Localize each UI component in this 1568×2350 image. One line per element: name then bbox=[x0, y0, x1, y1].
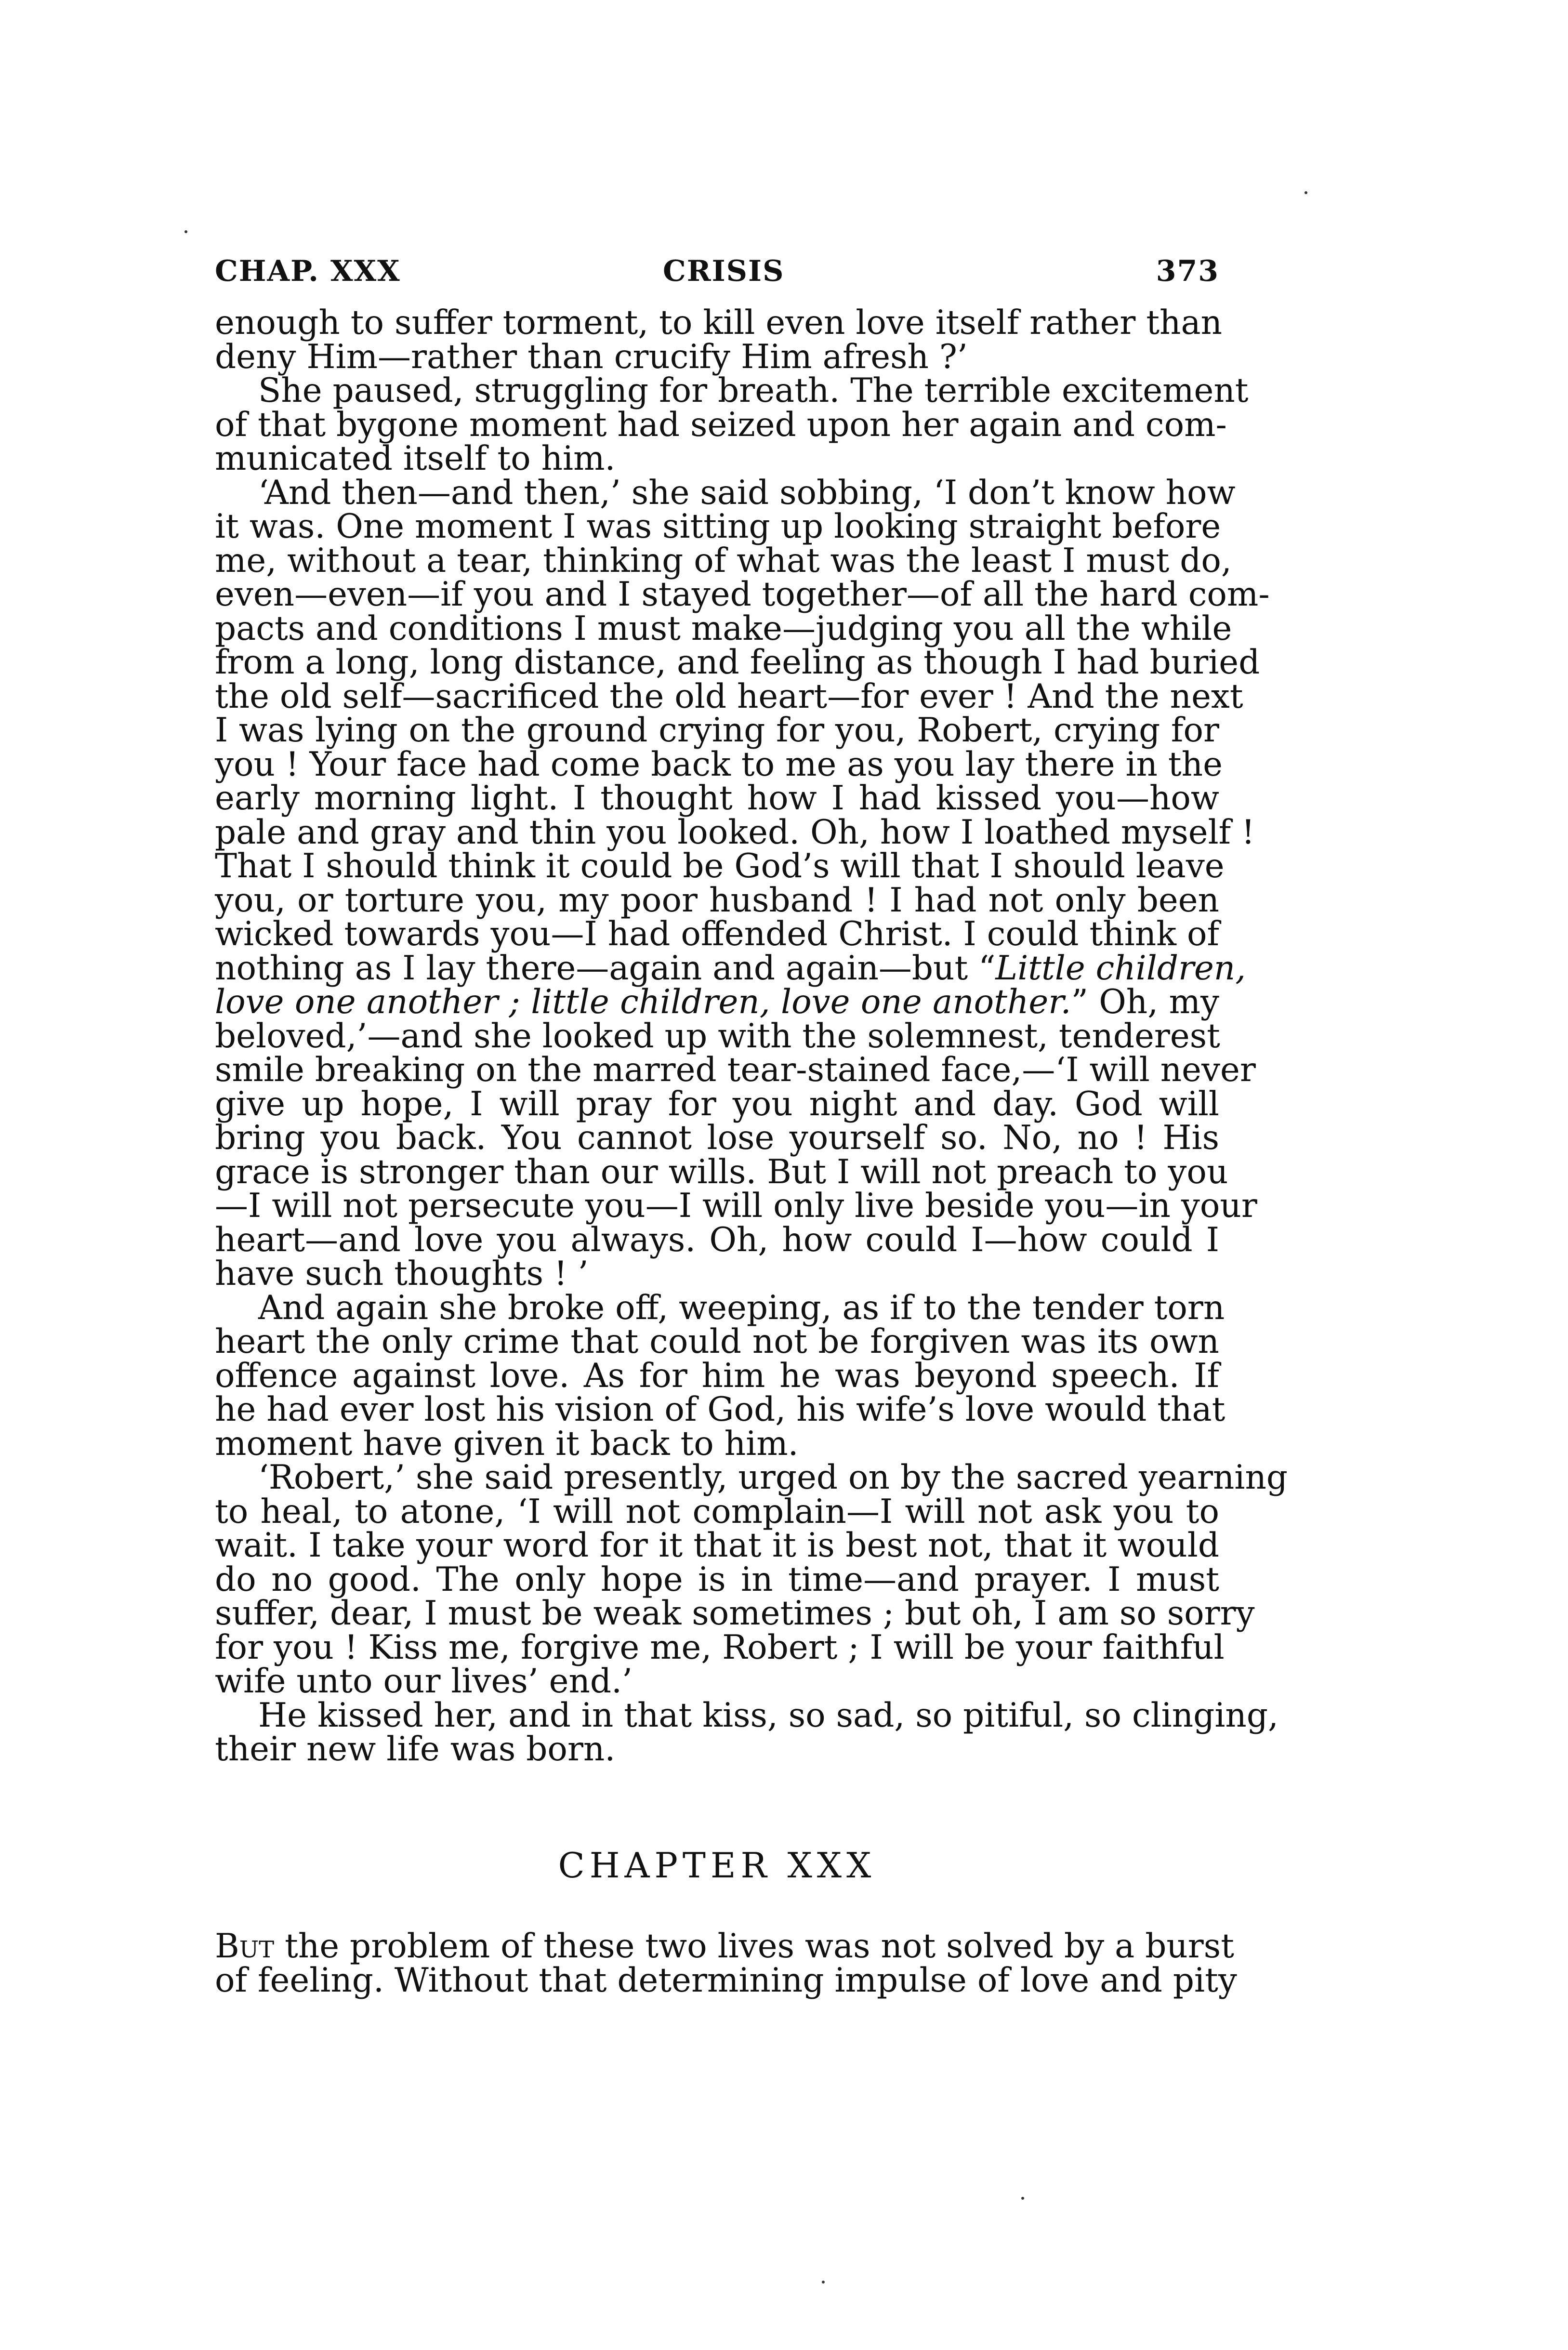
text-line: pale and gray and thin you looked. Oh, how I loathed myself ! bbox=[215, 813, 1255, 852]
text-line: he had ever lost his vision of God, his wife’s love would that bbox=[215, 1390, 1225, 1429]
text-line: pacts and conditions I must make—judging you all the while bbox=[215, 609, 1232, 648]
page-number: 373 bbox=[1156, 254, 1219, 288]
print-speck bbox=[184, 230, 187, 233]
running-title: CRISIS bbox=[663, 254, 785, 288]
text-line: love one another ; little children, love one another.” Oh, my bbox=[215, 983, 1219, 1021]
text-line: moment have given it back to him. bbox=[215, 1424, 799, 1463]
text-line: —I will not persecute you—I will only live beside you—in your bbox=[215, 1187, 1257, 1225]
text-line: deny Him—rather than crucify Him afresh ?’ bbox=[215, 337, 968, 376]
text-line: you ! Your face had come back to me as you lay there in the bbox=[215, 745, 1223, 784]
text-line: have such thoughts ! ’ bbox=[215, 1254, 589, 1293]
text-line: grace is stronger than our wills. But I will not preach to you bbox=[215, 1152, 1228, 1191]
text-line: even—even—if you and I stayed together—of all the hard com- bbox=[215, 575, 1270, 614]
text-line: smile breaking on the marred tear-stained face,—‘I will never bbox=[215, 1051, 1256, 1089]
print-speck bbox=[1021, 2197, 1024, 2200]
text-line: their new life was born. bbox=[215, 1730, 616, 1769]
text-line: municated itself to him. bbox=[215, 439, 616, 478]
text-line: wife unto our lives’ end.’ bbox=[215, 1662, 632, 1701]
text-line: it was. One moment I was sitting up looking straight before bbox=[215, 507, 1221, 546]
text-line: That I should think it could be God’s will that I should leave bbox=[215, 847, 1225, 885]
text-line: heart the only crime that could not be forgiven was its own bbox=[215, 1322, 1219, 1361]
opening-word: But bbox=[215, 1927, 275, 1966]
chapter-label: CHAP. XXX bbox=[215, 254, 401, 288]
text-line: for you ! Kiss me, forgive me, Robert ; I will be your faithful bbox=[215, 1628, 1225, 1667]
text-line: I was lying on the ground crying for you, Robert, crying for bbox=[215, 711, 1219, 750]
text-line: early morning light. I thought how I had kissed you—how bbox=[215, 779, 1219, 818]
print-speck bbox=[822, 2281, 825, 2284]
text-line: do no good. The only hope is in time—and prayer. I must bbox=[215, 1560, 1219, 1599]
text-line: heart—and love you always. Oh, how could I—how could I bbox=[215, 1220, 1219, 1259]
text-line: nothing as I lay there—again and again—but “Little children, bbox=[215, 949, 1246, 988]
text-line: But the problem of these two lives was not solved by a burst bbox=[215, 1927, 1234, 1966]
text-line: give up hope, I will pray for you night and day. God will bbox=[215, 1084, 1219, 1123]
body-text bbox=[215, 304, 1288, 1769]
text-line: wait. I take your word for it that it is best not, that it would bbox=[215, 1526, 1219, 1565]
text-line: of that bygone moment had seized upon her again and com- bbox=[215, 405, 1227, 444]
running-header bbox=[215, 254, 1219, 288]
text-line: enough to suffer torment, to kill even love itself rather than bbox=[215, 304, 1223, 342]
text-line: She paused, struggling for breath. The terrible excitement bbox=[258, 371, 1249, 410]
text-line: bring you back. You cannot lose yourself so. No, no ! His bbox=[215, 1119, 1219, 1157]
text-line: of feeling. Without that determining impulse of love and pity bbox=[215, 1961, 1237, 2000]
text-line: And again she broke off, weeping, as if to the tender torn bbox=[258, 1288, 1225, 1327]
text-line: suffer, dear, I must be weak sometimes ; but oh, I am so sorry bbox=[215, 1594, 1255, 1633]
text-line: wicked towards you—I had offended Christ. I could think of bbox=[215, 915, 1220, 953]
text-line: you, or torture you, my poor husband ! I had not only been bbox=[215, 881, 1219, 920]
text-line: beloved,’—and she looked up with the solemnest, tenderest bbox=[215, 1017, 1220, 1056]
text-line: the old self—sacrificed the old heart—for ever ! And the next bbox=[215, 677, 1243, 716]
text-line: ‘Robert,’ she said presently, urged on by the sacred yearning bbox=[258, 1458, 1288, 1497]
text-line: offence against love. As for him he was beyond speech. If bbox=[215, 1356, 1219, 1395]
print-speck bbox=[1304, 191, 1307, 194]
text-line: from a long, long distance, and feeling as though I had buried bbox=[215, 643, 1260, 682]
text-line: to heal, to atone, ‘I will not complain—I will not ask you to bbox=[215, 1492, 1219, 1531]
text-line: He kissed her, and in that kiss, so sad, so pitiful, so clinging, bbox=[258, 1696, 1278, 1735]
chapter-heading: CHAPTER XXX bbox=[558, 1845, 876, 1886]
text-line: ‘And then—and then,’ she said sobbing, ‘I don’t know how bbox=[258, 473, 1236, 512]
chapter-opening-text bbox=[215, 1927, 1237, 2000]
text-line: me, without a tear, thinking of what was the least I must do, bbox=[215, 541, 1232, 580]
